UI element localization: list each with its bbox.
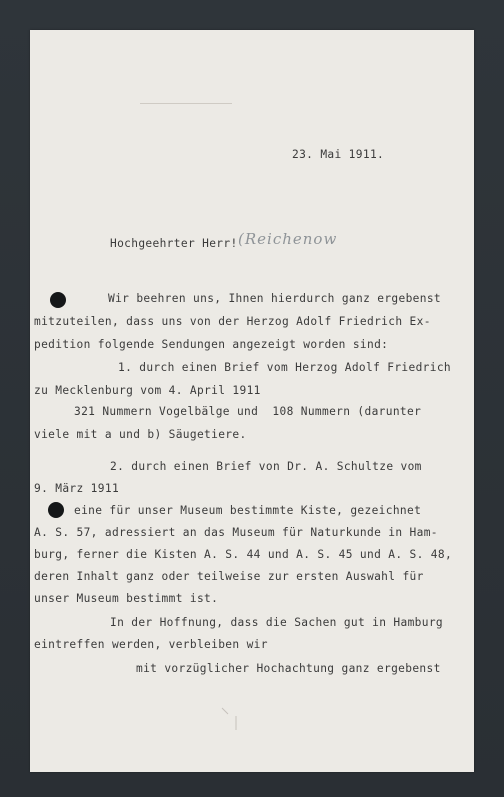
body-line-10: eine für unser Museum bestimmte Kiste, gezeichnet bbox=[74, 504, 422, 517]
body-line-11: A. S. 57, adressiert an das Museum für Naturkunde in Ham- bbox=[34, 526, 438, 539]
body-line-15: In der Hoffnung, dass die Sachen gut in Hamburg bbox=[110, 616, 444, 629]
body-line-13: deren Inhalt ganz oder teilweise zur ersten Auswahl für bbox=[34, 570, 424, 583]
closing-line: mit vorzüglicher Hochachtung ganz ergebenst bbox=[136, 662, 441, 675]
body-line-12: burg, ferner die Kisten A. S. 44 und A. S. 45 und A. S. 48, bbox=[34, 548, 453, 561]
body-line-4: 1. durch einen Brief vom Herzog Adolf Friedrich bbox=[118, 361, 452, 374]
body-line-14: unser Museum bestimmt ist. bbox=[34, 592, 219, 605]
handwritten-annotation: (Reichenow bbox=[238, 230, 338, 248]
body-line-6: 321 Nummern Vogelbälge und 108 Nummern (darunter bbox=[74, 405, 422, 418]
body-line-1: Wir beehren uns, Ihnen hierdurch ganz ergebenst bbox=[108, 292, 442, 305]
punch-hole-bottom bbox=[48, 502, 64, 518]
faint-pencil-mark bbox=[220, 706, 250, 736]
body-line-3: pedition folgende Sendungen angezeigt worden sind: bbox=[34, 338, 389, 351]
punch-hole-top bbox=[50, 292, 66, 308]
letter-page bbox=[30, 30, 474, 772]
letter-date: 23. Mai 1911. bbox=[292, 148, 385, 161]
body-line-2: mitzuteilen, dass uns von der Herzog Adolf Friedrich Ex- bbox=[34, 315, 431, 328]
body-line-7: viele mit a und b) Säugetiere. bbox=[34, 428, 247, 441]
body-line-16: eintreffen werden, verbleiben wir bbox=[34, 638, 268, 651]
body-line-9: 9. März 1911 bbox=[34, 482, 120, 495]
body-line-5: zu Mecklenburg vom 4. April 1911 bbox=[34, 384, 261, 397]
handwritten-name: Reichenow bbox=[244, 230, 338, 248]
body-line-8: 2. durch einen Brief von Dr. A. Schultze vom bbox=[110, 460, 422, 473]
salutation: Hochgeehrter Herr! bbox=[110, 237, 238, 250]
faint-rule bbox=[140, 103, 232, 104]
